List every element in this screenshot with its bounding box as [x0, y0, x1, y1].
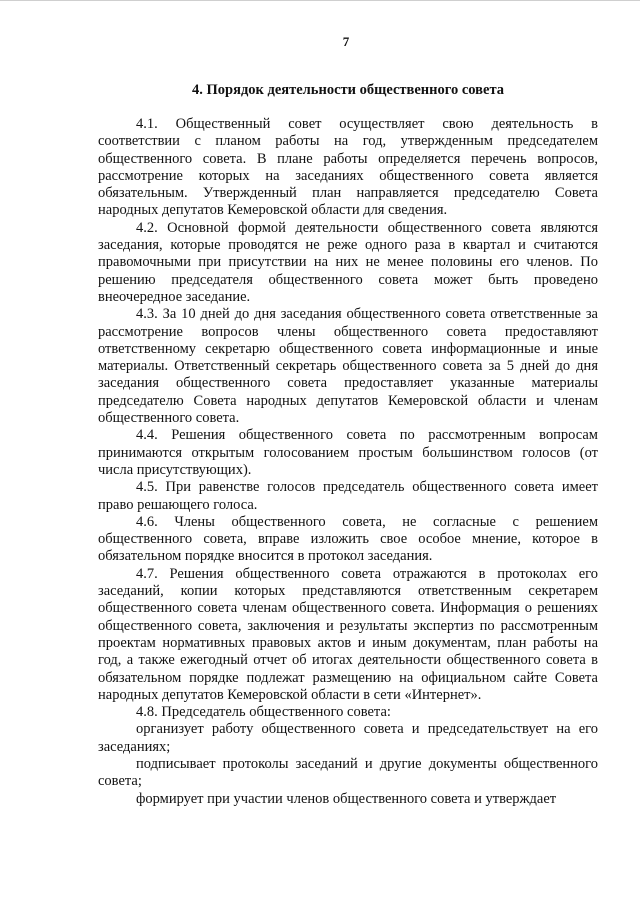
paragraph-4-2: 4.2. Основной формой деятельности общественного совета являются заседания, которые проводятся не реже одного раза в квартал и считаются правомочными при присутствии на них не менее половины его членов. По решению председателя общественного совета может быть проведено внеочередное заседание. — [98, 219, 598, 305]
document-body — [98, 116, 598, 808]
top-edge-line — [0, 0, 640, 1]
paragraph-4-4: 4.4. Решения общественного совета по рассмотренным вопросам принимаются открытым голосованием простым большинством голосов (от числа присутствующих). — [98, 427, 598, 478]
list-item-organizes: организует работу общественного совета и председательствует на его заседаниях; — [98, 721, 598, 755]
paragraph-4-1: 4.1. Общественный совет осуществляет свою деятельность в соответствии с планом работы на год, утвержденным председателем общественного совета. В плане работы определяется перечень вопросов, рассмотрение которых на заседаниях общественного совета является обязательным. Утвержденный план направляется председателю Совета народных депутатов Кемеровской области для сведения. — [98, 116, 598, 219]
list-item-signs: подписывает протоколы заседаний и другие документы общественного совета; — [98, 755, 598, 790]
paragraph-4-3: 4.3. За 10 дней до дня заседания общественного совета ответственные за рассмотрение вопросов члены общественного совета предоставляют ответственному секретарю общественного совета информационные и иные материалы. Ответственный секретарь общественного совета за 5 дней до дня заседания общественного совета предоставляет указанные материалы председателю Совета народных депутатов Кемеровской области и членам общественного совета. — [98, 306, 598, 427]
page-number: 7 — [342, 34, 350, 49]
section-heading: 4. Порядок деятельности общественного совета — [192, 82, 504, 98]
paragraph-4-5: 4.5. При равенстве голосов председатель общественного совета имеет право решающего голоса. — [98, 479, 598, 513]
paragraph-4-8: 4.8. Председатель общественного совета: — [136, 704, 391, 721]
list-item-forms: формирует при участии членов общественного совета и утверждает — [136, 790, 557, 807]
paragraph-4-6: 4.6. Члены общественного совета, не согласные с решением общественного совета, вправе изложить свое особое мнение, которое в обязательном порядке вносится в протокол заседания. — [98, 513, 598, 565]
paragraph-4-7: 4.7. Решения общественного совета отражаются в протоколах его заседаний, копии которых представляются ответственным секретарем общественного совета членам общественного совета. Информация о решениях общественного совета, заключения и результаты экспертиз по рассмотренным проектам нормативных правовых актов и иным документам, план работы на год, а также ежегодный отчет об итогах деятельности общественного совета в обязательном порядке подлежат размещению на официальном сайте Совета народных депутатов Кемеровской области в сети «Интернет». — [98, 565, 598, 703]
